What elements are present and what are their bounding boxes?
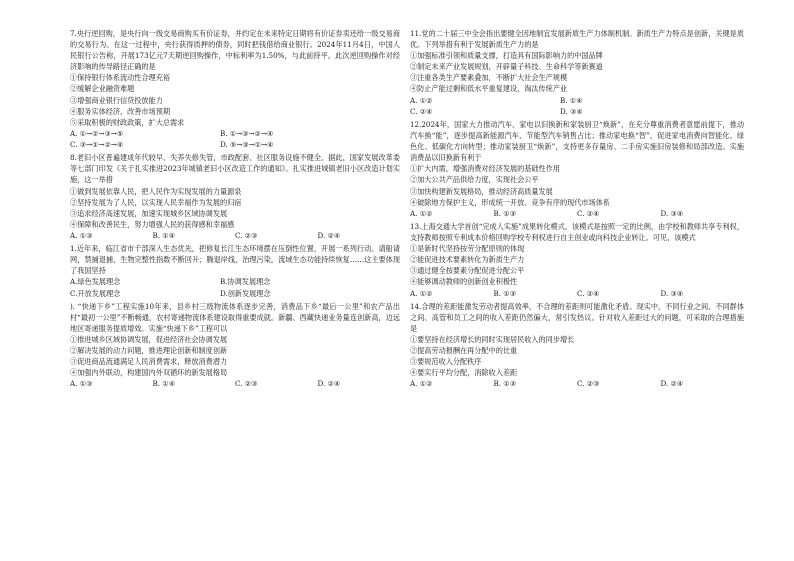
question-12-stem: 12.2024年，国家大力推动汽车、家电以旧换新和家装厨卫“焕新”，在充分尊重消费者意愿前提下，推动汽车换“能”，逐步提高新能源汽车、节能型汽车销售占比；推动家电换“智”，促进家电消费向智能化、绿色化、低碳化方向转型；推动家装厨卫“焕新”，支持更多存量房、二手房实施旧房装修和局部改造。实施消费品以旧换新有利于 — [410, 119, 744, 163]
question-11-option-b[interactable]: B. ①④ — [560, 95, 583, 105]
question-14-item-4: ④要实行平均分配，消除收入差距 — [410, 368, 518, 378]
question-10-stem: ). “快递下乡”工程实施10年来，县乡村三级物流体系逐步完善，消费品下乡“最后一公里”和农产品出村“最初一公里”不断畅通，农村寄递物流体系建设取得重要成就。新疆、西藏快递业务量连创新高，边远地区寄递服务提质增效。实施“快递下乡”工程可以 — [70, 301, 400, 333]
question-14-option-c[interactable]: C. ②③ — [577, 379, 600, 389]
left-column — [70, 28, 400, 392]
question-7-item-1: ①保持银行体系流动性合理充裕 — [70, 73, 170, 83]
question-7-option-d[interactable]: D. ⑤→③→①→④ — [220, 139, 274, 149]
question-7-item-5: ⑤采取积极的财政政策，扩大总需求 — [70, 117, 185, 127]
question-8 — [70, 152, 400, 241]
question-10-item-2: ②解决发展的动力问题，推进理论创新和制度创新 — [70, 346, 228, 356]
question-14-option-d[interactable]: D. ②④ — [660, 379, 684, 389]
question-10-option-a[interactable]: A. ①③ — [70, 379, 93, 389]
question-13-item-2: ②能促进技术要素转化为新质生产力 — [410, 255, 525, 265]
question-14-stem: 14.合理的差距能激发劳动者提高效率，不合理的差距则可能激化矛盾。现实中，不同行业之间、不同群体之间、高管和员工之间的收入差距仍然偏大，常引发热议。针对收入差距过大的问题，可采取的合理措施是 — [410, 301, 744, 333]
question-11-options — [410, 95, 744, 117]
question-8-option-d[interactable]: D. ②④ — [317, 230, 341, 240]
question-7-option-b[interactable]: B. ①→③→②→④ — [220, 128, 274, 138]
question-14-item-3: ③要规范收入分配秩序 — [410, 357, 482, 367]
question-11-option-a[interactable]: A. ①② — [410, 95, 433, 105]
question-13-stem: 13.上海交通大学首创“完成人实施”成果转化模式，该模式是按照一定的比例，由学校和教师共享专利权，支持教师按照专利成本价格回购学校专利权进行自主创业或向科技企业转让。可见，该模式 — [410, 221, 744, 243]
right-column — [410, 28, 744, 392]
question-12-option-c[interactable]: C. ②④ — [577, 208, 600, 218]
question-11-item-2: ②制定未来产业发展规划，开辟量子科技、生命科学等新赛道 — [410, 62, 603, 72]
question-13-item-4: ④能够调动教师的创新创业积极性 — [410, 277, 518, 287]
question-11-option-d[interactable]: D. ③④ — [560, 106, 583, 116]
question-13-item-3: ③通过健全按要素分配促进分配公平 — [410, 266, 525, 276]
question-12-item-3: ③加快构建新发展格局，推动经济高质量发展 — [410, 186, 553, 196]
question-12-item-4: ④破除地方保护主义，形成统一开放、竞争有序的现代市场体系 — [410, 197, 610, 207]
question-7-item-3: ③增强商业银行信贷投放能力 — [70, 95, 163, 105]
question-14-option-a[interactable]: A. ①② — [410, 379, 433, 389]
question-12-option-a[interactable]: A. ①② — [410, 208, 433, 218]
question-10-option-b[interactable]: B. ①④ — [152, 379, 176, 389]
question-10-option-d[interactable]: D. ②④ — [317, 379, 341, 389]
question-8-stem: 8.老旧小区普遍建成年代较早、失养失修失管，市政配套、社区服务设施不健全。据此，国家发展改革委等七部门印发《关于扎实推进2023年城镇老旧小区改造工作的通知》。扎实推进城镇老旧小区改造计划实施，这一举措 — [70, 153, 400, 185]
question-7-options — [70, 128, 400, 150]
question-8-item-1: ①做到发展依靠人民，把人民作为实现发展的力量源泉 — [70, 186, 242, 196]
question-14-item-1: ①要坚持在经济增长的同时实现居民收入的同步增长 — [410, 335, 575, 345]
question-8-item-2: ②坚持发展为了人民，以实现人民幸福作为发展的归宿 — [70, 197, 242, 207]
question-9-stem: 1.近年来，临江省市千部深入生态优先，把修复长江生态环境摆在压倒性位置，开展一系列行动。请船请网，禁捕退捕，生物完整性指数不断回升；腾退岸线，治理污染，流域生态功能持续恢复……这主要体现了我国坚持 — [70, 244, 400, 276]
question-8-option-a[interactable]: A. ①③ — [70, 230, 93, 240]
question-12-option-b[interactable]: B. ①③ — [493, 208, 517, 218]
question-11-item-4: ④防止产能过剩和低水平重复建设，淘汰传统产业 — [410, 84, 568, 94]
question-12-option-d[interactable]: D. ③④ — [660, 208, 684, 218]
question-7-item-2: ②缓解企业融资难题 — [70, 84, 135, 94]
question-13-item-1: ①是新时代坚持按劳分配原则的体现 — [410, 244, 525, 254]
question-10-options — [70, 378, 400, 389]
question-11-item-3: ③注重各类生产要素叠加，不断扩大社会生产规模 — [410, 73, 568, 83]
question-9-option-c[interactable]: C.开放发展理念 — [70, 288, 121, 298]
question-13-option-c[interactable]: C. ②④ — [577, 288, 600, 298]
question-9 — [70, 243, 400, 298]
question-14-item-2: ②提高劳动报酬在再分配中的比重 — [410, 346, 518, 356]
question-10 — [70, 301, 400, 390]
question-8-option-b[interactable]: B. ①④ — [152, 230, 176, 240]
question-8-options — [70, 230, 400, 241]
question-7-item-4: ④服务实体经济，改善市场预期 — [70, 106, 170, 116]
question-8-item-4: ④保障和改善民生，努力增强人民的获得感和幸福感 — [70, 219, 235, 229]
question-12-item-2: ②加大公共产品供给力度，实现社会公平 — [410, 175, 539, 185]
question-7-stem: 7.央行逆回购，是央行向一级交易商购买有价证券，并约定在未来特定日期将有价证券卖还给一级交易商的交易行为。在这一过程中，央行获得质押的债券，同时把钱借给商业银行。2024年11月4日，中国人民银行公告称，开展173亿元7天期逆回购操作，中标利率为1.50%，与此前持平。此次逆回购操作对经济影响的传导路径正确的是 — [70, 29, 400, 72]
question-11-option-c[interactable]: C. ②④ — [410, 106, 433, 116]
question-10-item-4: ④加强内外联动，构建国内外双循环的新发展格局 — [70, 368, 228, 378]
question-12-item-1: ①扩大内需，增强消费对经济发展的基础性作用 — [410, 164, 560, 174]
question-7-option-a[interactable]: A. ①→②→③→⑤ — [70, 128, 124, 138]
question-11-item-1: ①加强标准引领和质量支撑，打造具有国际影响力的中国品牌 — [410, 51, 603, 61]
question-9-option-b[interactable]: B.协调发展理念 — [220, 277, 271, 287]
question-7-option-c[interactable]: C. ③→①→②→④ — [70, 139, 124, 149]
question-14-option-b[interactable]: B. ①③ — [493, 379, 517, 389]
question-11 — [410, 28, 744, 117]
question-13-option-a[interactable]: A. ①② — [410, 288, 433, 298]
question-8-option-c[interactable]: C. ②③ — [235, 230, 258, 240]
question-9-options — [70, 276, 400, 298]
question-11-stem: 11.党的二十届三中全会指出要健全因地制宜发展新质生产力体制机制。新质生产力特点是创新，关键是质优。下列举措有利于发展新质生产力的是 — [410, 29, 744, 50]
question-10-option-c[interactable]: C. ②③ — [235, 379, 258, 389]
question-13-options — [410, 288, 744, 299]
question-10-item-3: ③促进商品流通满足人民消费需求，释放消费潜力 — [70, 357, 228, 367]
question-10-item-1: ①推进城乡区域协调发展，促进经济社会协调发展 — [70, 335, 228, 345]
question-12 — [410, 119, 744, 219]
question-8-item-3: ③追求经济高速发展，加速实现城乡区域协调发展 — [70, 208, 228, 218]
question-12-options — [410, 208, 744, 219]
question-14 — [410, 301, 744, 390]
question-7 — [70, 28, 400, 150]
question-13 — [410, 221, 744, 299]
question-13-option-b[interactable]: B. ①③ — [493, 288, 517, 298]
question-9-option-a[interactable]: A.绿色发展理念 — [70, 277, 121, 287]
question-14-options — [410, 378, 744, 389]
question-9-option-d[interactable]: D.创新发展理念 — [220, 288, 271, 298]
question-13-option-d[interactable]: D. ③④ — [660, 288, 684, 298]
